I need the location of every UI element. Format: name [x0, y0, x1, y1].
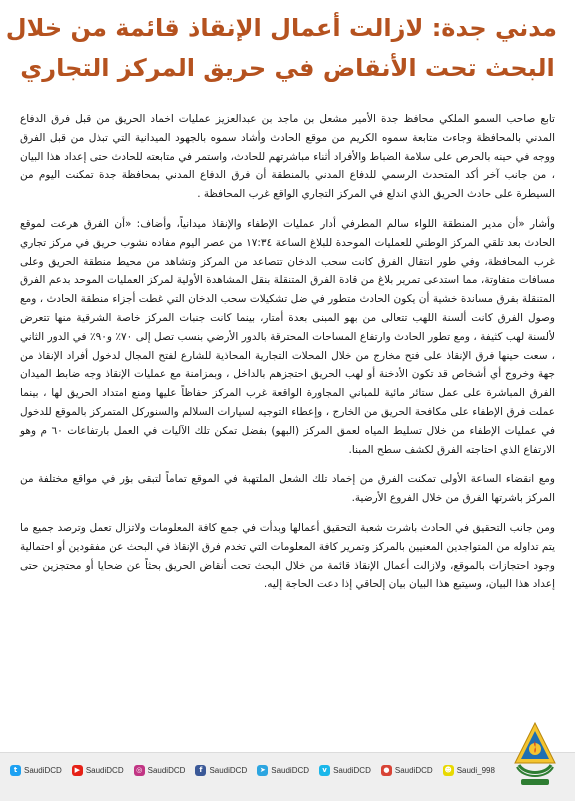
telegram-icon: ➤ [257, 765, 268, 776]
twitter-icon: t [10, 765, 21, 776]
paragraph-4: ومن جانب التحقيق في الحادث باشرت شعبة التحقيق أعمالها وبدأت في جمع كافة المعلومات ولاتزال تعمل وترصد جميع ما يتم تداوله من المتواجدين المعنيين بالمركز وتمرير كافة المعلومات التي تخدم فرق الإنقاذ في البحث عن مفقودين أو احتمالية وجود احتجازات بالموقع، ولازالت أعمال الإنقاذ قائمة من خلال البحث تحت أنقاض الحريق بحثاً عن ضحايا أو محتجزين حتى إعداد هذا البيان، وسيتبع هذا البيان بيان إلحاقي إذا دعت الحاجة إليه. [20, 521, 555, 591]
article-body [20, 110, 555, 605]
social-handle: SaudiDCD [24, 766, 62, 775]
social-periscope[interactable] [381, 765, 433, 776]
paragraph-2: وأشار «أن مدير المنطقة اللواء سالم المطرفي أدار عمليات الإطفاء والإنقاذ ميدانياً، وأضاف: «أن الفرق هرعت لموقع الحادث بعد تلقي المركز الوطني للعمليات الموحدة للبلاغ الساعة ١٧:٣٤ من عصر اليوم مفاده نشوب حريق في مركز تجاري غرب المحافظة، وفي طور انتقال الفرق كانت سحب الدخان تتصاعد من المركز وتشاهد من محيط منطقة الحريق وعلى مسافات متفاوتة، مما استدعى تمرير بلاغ من قادة الفرق المتنقلة بنقل المشاهدة الأولية لمركز العمليات الموحد بدعم الفرق المتنقلة بفرق مساندة خشية أن يكون الحادث متطور في ضل تشكيلات سحب الدخان التي غطت أجزاء منطقة الحادث ، ومع وصول الفرق كانت ألسنة اللهب تتعالى من بهو المبنى بعدة أمتار، بينما كانت جنبات المركز خاصة الشرقية منها تتعرض لألسنة لهب كثيفة ، ومع تطور الحادث وارتفاع المساحات المحترقة بالدور الأرضي بنسب تصل إلى ٧٠٪ و٩٠٪ في الدور الثاني ، سعت حينها فرق الإنقاذ على فتح مخارج من خلال المحلات التجارية المحاذية للشارع لفتح المجال لدخول أفراد الإنقاذ من جهة وخروج أي أشخاص قد تكون الأدخنة أو لهب الحريق احتجزهم بالداخل ، وبمزامنة مع عمليات الإنقاذ وجه ضابط الميدان الفرق المباشرة على عمل ستائر مائية للمباني المجاورة الواقعة غرب المركز حفاظاً عليها ومنع امتداد الحريق لها ، بينما عملت فرق الإطفاء على مكافحة الحريق من الخارج ، وإعطاء التوجيه لسيارات السلالم والسنوركل المتمركز بالموقع للدخول في عمليات الإطفاء من خلال تسليط المياه لعمق المركز (البهو) بفضل تمكن تلك الآليات في العمل بارتفاعات ٦٠ م وهو الارتفاع الذي احتاجته الفرق لكشف سطح المبنا. [20, 217, 555, 456]
social-instagram[interactable] [134, 765, 186, 776]
snapchat-icon: ☻ [444, 766, 452, 774]
social-facebook[interactable] [195, 765, 247, 776]
social-telegram[interactable] [257, 765, 309, 776]
social-handle: SaudiDCD [147, 766, 186, 775]
headline-line-1: مدني جدة: لازالت أعمال الإنقاذ قائمة من خلال [5, 14, 557, 42]
social-handle: SaudiDCD [209, 766, 248, 775]
paragraph-1: تابع صاحب السمو الملكي محافظ جدة الأمير مشعل بن ماجد بن عبدالعزيز عمليات اخماد الحريق من قبل فرق الدفاع المدني بالمحافظة وجاءت متابعة سموه الكريم من موقع الحادث وأشاد سموه بالجهود الميدانية التي تبذل من قبل الفرق ووجه في حينه بالحرص على سلامة الضباط والأفراد أثناء مباشرتهم للحادث، واستمر في متابعته للحادث حتى إعداد هذا البيان ، من جانب آخر أكد المتحدث الرسمي للدفاع المدني بالمنطقة أن فرق الدفاع المدني بمحافظة جدة تمكنت اليوم من السيطرة على حادث الحريق الذي اندلع في المركز التجاري الواقع غرب المحافظة . [20, 113, 555, 201]
social-twitter[interactable] [10, 765, 62, 776]
social-youtube[interactable] [72, 765, 124, 776]
social-handle: SaudiDCD [85, 766, 124, 775]
facebook-icon: f [195, 765, 206, 776]
social-snapchat[interactable] [443, 765, 495, 776]
social-handle: Saudi_998 [456, 766, 495, 775]
social-vimeo[interactable] [319, 765, 371, 776]
headline-line-2: البحث تحت الأنقاض في حريق المركز التجاري [20, 54, 555, 82]
youtube-icon: ▶ [72, 765, 83, 776]
civil-defense-emblem-icon [507, 719, 563, 797]
paragraph-3: ومع انقضاء الساعة الأولى تمكنت الفرق من إخماد تلك الشعل الملتهبة في الموقع تماماً لتبقى بؤر في مواقع مختلفة من المركز باشرتها الفرق من خلال الفروع الأرضية. [20, 473, 555, 505]
footer-bar [0, 752, 575, 801]
instagram-icon: ◎ [134, 765, 145, 776]
periscope-icon: ● [381, 765, 392, 776]
vimeo-icon: v [319, 765, 330, 776]
social-handle: SaudiDCD [333, 766, 371, 775]
headline [5, 8, 557, 88]
social-handle: SaudiDCD [394, 766, 433, 775]
social-handle: SaudiDCD [271, 766, 310, 775]
social-links [10, 765, 495, 776]
